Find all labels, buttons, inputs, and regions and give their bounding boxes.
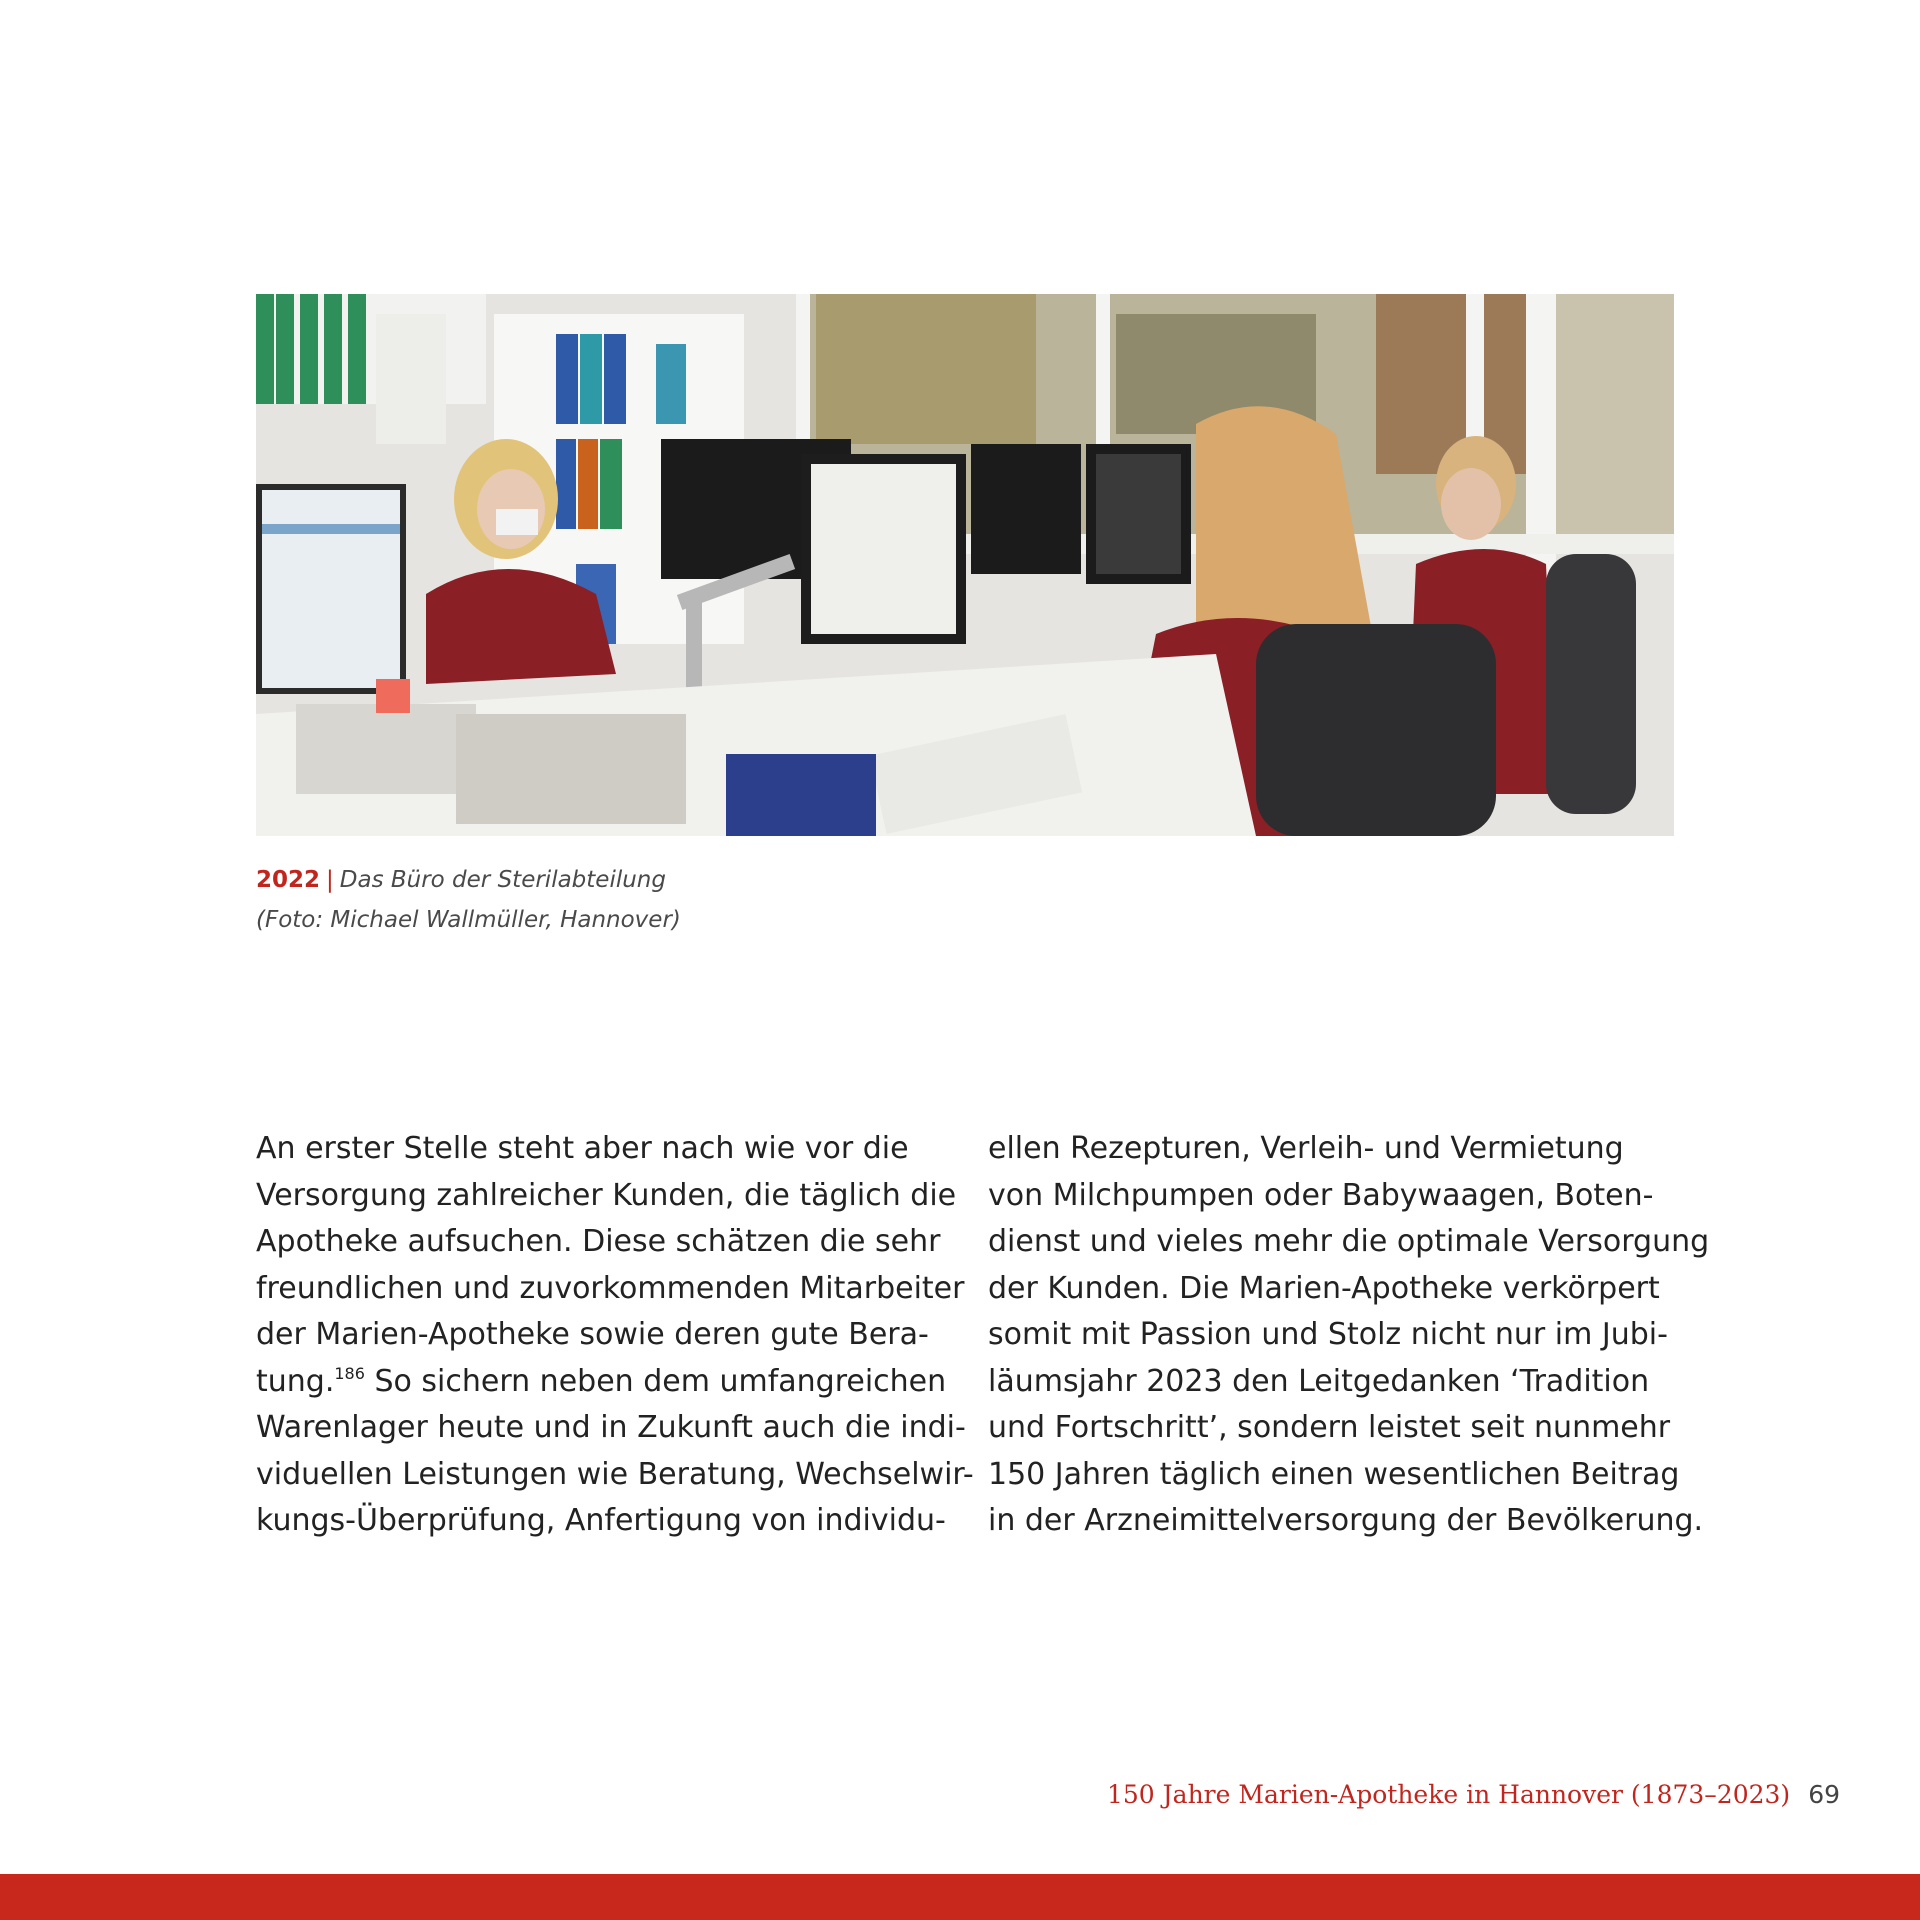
photo-caption (256, 860, 1156, 940)
body-line: viduellen Leistungen wie Beratung, Wechselwir- (256, 1456, 974, 1492)
body-line: und Fortschritt’, sondern leistet seit nunmehr (988, 1410, 1671, 1445)
caption-title: Das Büro der Sterilabteilung (339, 867, 666, 893)
body-column-left (256, 1126, 976, 1545)
body-line: der Marien-Apotheke sowie deren gute Bera- (256, 1317, 929, 1352)
footer-accent-bar (0, 1874, 1920, 1920)
body-line-start: tung. (256, 1363, 335, 1399)
body-line: läumsjahr 2023 den Leitgedanken ‘Tradition (988, 1363, 1650, 1399)
body-line: freundlichen und zuvorkommenden Mitarbeiter (256, 1270, 965, 1306)
body-column-right (988, 1126, 1708, 1545)
body-line: von Milchpumpen oder Babywaagen, Boten- (988, 1177, 1654, 1213)
caption-line-1 (256, 860, 1156, 900)
body-line-end: So sichern neben dem umfangreichen (364, 1363, 947, 1399)
caption-credit: (Foto: Michael Wallmüller, Hannover) (256, 907, 681, 933)
body-line: ellen Rezepturen, Verleih- und Vermietung (988, 1131, 1624, 1166)
caption-year: 2022 (256, 867, 321, 893)
body-line: Warenlager heute und in Zukunft auch die indi- (256, 1410, 966, 1445)
footnote-reference[interactable]: 186 (334, 1363, 365, 1383)
body-line: 150 Jahren täglich einen wesentlichen Beitrag (988, 1456, 1680, 1492)
caption-separator: | (326, 867, 334, 893)
body-line: Versorgung zahlreicher Kunden, die täglich die (256, 1177, 957, 1213)
body-line-with-footnote (256, 1359, 976, 1406)
body-line: dienst und vieles mehr die optimale Versorgung (988, 1224, 1710, 1259)
body-line: kungs-Überprüfung, Anfertigung von individu- (256, 1503, 946, 1538)
body-line: der Kunden. Die Marien-Apotheke verkörpert (988, 1270, 1660, 1306)
body-line: in der Arzneimittelversorgung der Bevölkerung. (988, 1503, 1704, 1538)
body-line: somit mit Passion und Stolz nicht nur im Jubi- (988, 1317, 1668, 1352)
body-line: Apotheke aufsuchen. Diese schätzen die sehr (256, 1224, 941, 1259)
running-title: 150 Jahre Marien-Apotheke in Hannover (1873–2023) (1106, 1780, 1791, 1809)
office-photo (256, 294, 1674, 836)
page-footer (1107, 1780, 1840, 1809)
body-line: An erster Stelle steht aber nach wie vor die (256, 1131, 909, 1166)
page-number: 69 (1808, 1780, 1840, 1809)
